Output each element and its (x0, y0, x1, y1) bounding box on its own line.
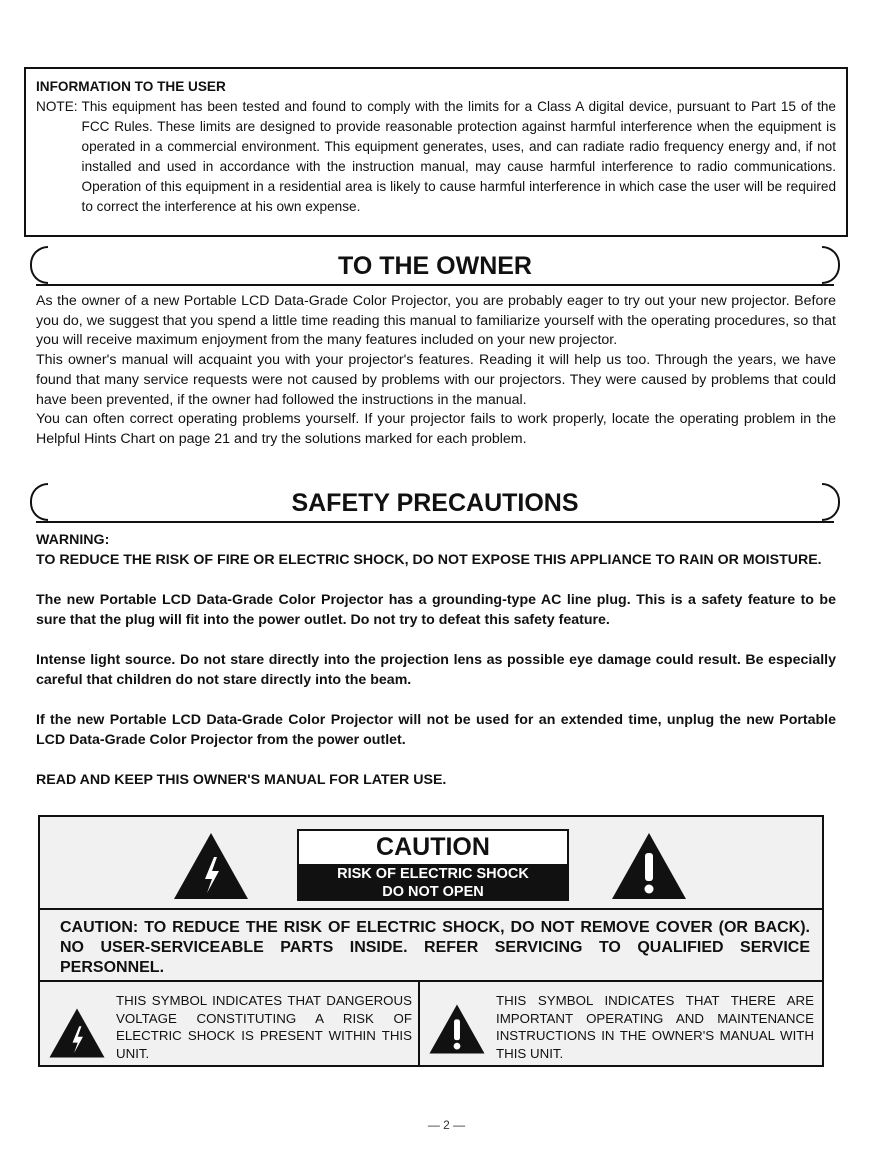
light-source-text: Intense light source. Do not stare directly into the projection lens as possible eye damage could result. Be especially careful that children do not stare directly into the beam. (36, 652, 836, 688)
plug-safety-text: The new Portable LCD Data-Grade Color Projector has a grounding-type AC line plug. This is a safety feature to be sure that the plug will fit into the power outlet. Do not try to defeat this safety feature. (36, 592, 836, 628)
fcc-heading: INFORMATION TO THE USER (36, 79, 226, 94)
owner-paragraph: This owner's manual will acquaint you with your projector's features. Reading it will help us too. Through the years, we have found that many service requests were not caused by problems with our projectors. They were caused by problems that could have been prevented, if the owner had followed the instructions in the manual. (36, 352, 836, 408)
voltage-symbol-cell (40, 982, 420, 1065)
safety-section-title: SAFETY PRECAUTIONS (36, 483, 834, 523)
exclamation-symbol-text: THIS SYMBOL INDICATES THAT THERE ARE IMPORTANT OPERATING AND MAINTENANCE INSTRUCTIONS IN THE OWNER'S MANUAL WITH THIS UNIT. (496, 993, 814, 1061)
caution-statement: CAUTION: TO REDUCE THE RISK OF ELECTRIC SHOCK, DO NOT REMOVE COVER (OR BACK). NO USER-SERVICEABLE PARTS INSIDE. REFER SERVICING TO QUALIFIED SERVICE PERSONNEL. (40, 910, 822, 982)
owner-section-body (36, 292, 836, 450)
caution-label-title: CAUTION (376, 833, 490, 861)
caution-header-row (40, 817, 822, 910)
owner-section-title: TO THE OWNER (36, 246, 834, 286)
exclamation-warning-icon (610, 831, 688, 901)
exclamation-symbol-cell (420, 982, 822, 1065)
caution-label-subtitle (299, 864, 567, 901)
unplug-text: If the new Portable LCD Data-Grade Color Projector will not be used for an extended time, unplug the new Portable LCD Data-Grade Color Projector from the power outlet. (36, 712, 836, 748)
voltage-symbol-text: THIS SYMBOL INDICATES THAT DANGEROUS VOLTAGE CONSTITUTING A RISK OF ELECTRIC SHOCK IS PRESENT WITHIN THIS UNIT. (116, 993, 412, 1061)
owner-paragraph: As the owner of a new Portable LCD Data-Grade Color Projector, you are probably eager to try out your new projector. Before you do, we suggest that you spend a little time reading this manual to familiarize yourself with the operating procedures, so that you will receive maximum enjoyment from the many features included on your new projector. (36, 293, 836, 349)
read-manual-text: READ AND KEEP THIS OWNER'S MANUAL FOR LATER USE. (36, 772, 447, 788)
caution-panel (38, 815, 824, 1067)
lightning-warning-icon (48, 1006, 106, 1060)
safety-section-body (36, 530, 836, 810)
page-number: — 2 — (427, 1118, 466, 1132)
fcc-note (36, 97, 836, 217)
lightning-warning-icon (172, 831, 250, 901)
caution-label (297, 829, 569, 901)
warning-label: WARNING: (36, 532, 110, 548)
fcc-note-label: NOTE: (36, 99, 78, 114)
caution-label-line1: RISK OF ELECTRIC SHOCK (337, 866, 529, 882)
fcc-note-text: This equipment has been tested and found to comply with the limits for a Class A digital device, pursuant to Part 15 of the FCC Rules. These limits are designed to provide reasonable protection against harmful interference when the equipment is operated in a commercial environment. This equipment generates, uses, and can radiate radio frequency energy and, if not installed and used in accordance with the instruction manual, may cause harmful interference to radio communications. Operation of this equipment in a residential area is likely to cause harmful interference in which case the user will be required to correct the interference at his own expense. (81, 99, 836, 214)
caution-label-line2: DO NOT OPEN (382, 884, 484, 900)
warning-text: TO REDUCE THE RISK OF FIRE OR ELECTRIC SHOCK, DO NOT EXPOSE THIS APPLIANCE TO RAIN OR MOISTURE. (36, 552, 822, 568)
exclamation-warning-icon (428, 1002, 486, 1056)
symbol-explanations (40, 982, 822, 1065)
owner-paragraph: You can often correct operating problems yourself. If your projector fails to work properly, locate the operating problem in the Helpful Hints Chart on page 21 and try the solutions marked for each problem. (36, 411, 836, 447)
fcc-information-box (24, 67, 848, 237)
